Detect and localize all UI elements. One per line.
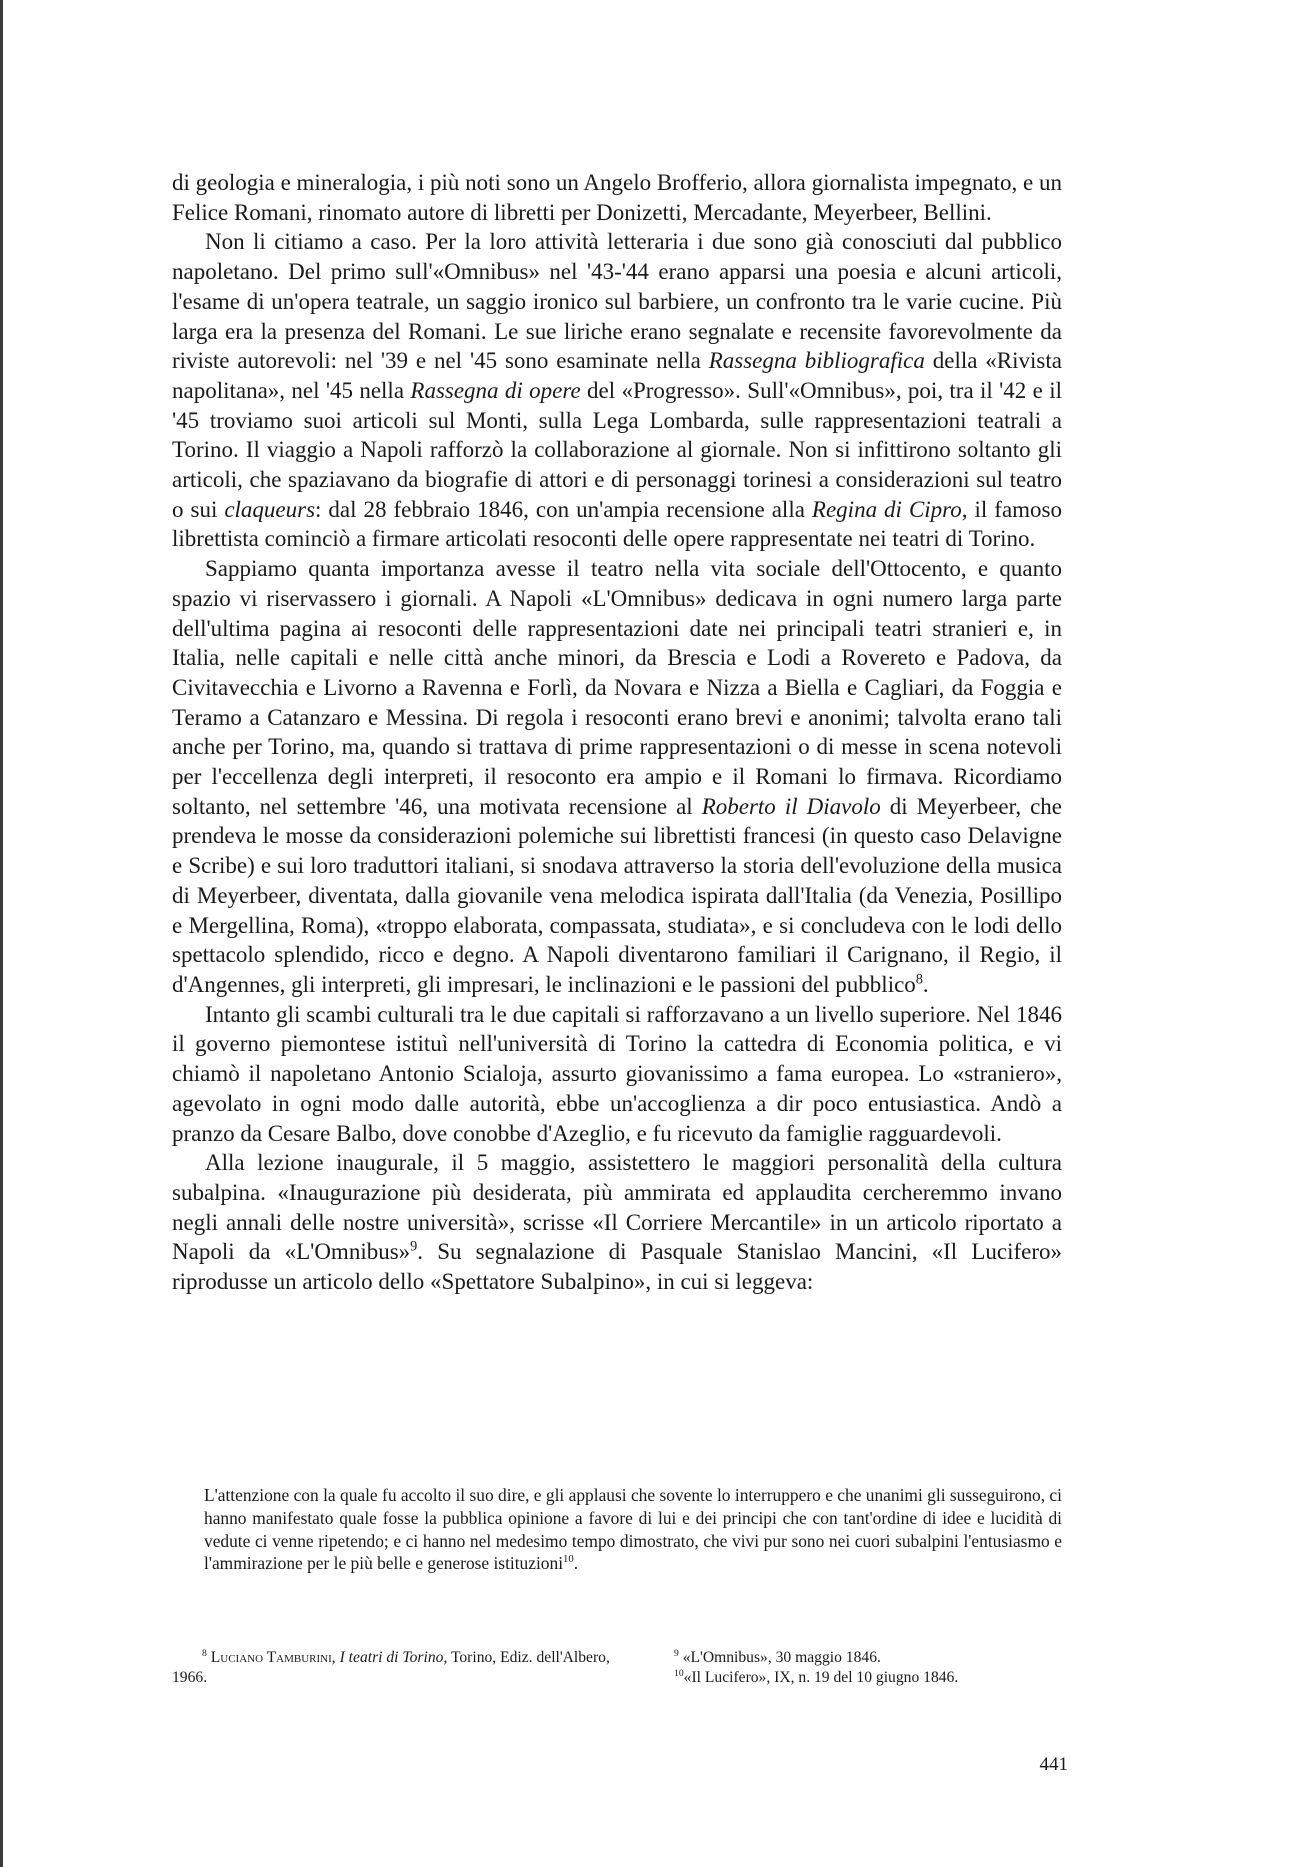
page-edge [0,0,3,1867]
block-quote [204,1484,1062,1575]
paragraph-2-text-c: del «Progresso». Sull'«Omnibus», poi, tra il '42 e il '45 troviamo suoi articoli sul Monti, sulla Lega Lombarda, sulle rappresentazioni teatrali a Torino. Il viaggio a Napoli rafforzò la collaborazione al giornale. Non si infittirono soltanto gli articoli, che spaziavano da biografie di attori e di personaggi torinesi a considerazioni sul teatro o sui [172,377,1062,522]
footnote-ref-9: 9 [410,1238,418,1255]
footnote-8-number: 8 [202,1647,207,1659]
paragraph-1 [172,168,1062,227]
footnote-10 [674,1668,1094,1688]
block-quote-text: L'attenzione con la quale fu accolto il suo dire, e gli applausi che sovente lo interruppero e che unanimi gli susseguirono, ci hanno manifestato quale fosse la pubblica opinione a favore di lui e dei principi che con tant'ordine di idee e lucidità di vedute ci venne ripetendo; e ci hanno nel medesimo tempo dimostrato, che vivi pur sono nei cuori subalpini l'entusiasmo e l'ammirazione per le più belle e generose istituzioni [204,1485,1062,1574]
footnote-9-text: «L'Omnibus», 30 maggio 1846. [678,1649,881,1666]
block-quote-end: . [573,1553,579,1574]
block-quote-paragraph [204,1484,1062,1575]
paragraph-4 [172,1000,1062,1149]
italic-title-rassegna-di-opere: Rassegna di opere [410,377,581,403]
footnote-ref-8: 8 [915,971,923,988]
footnote-8-separator: , [331,1649,340,1666]
paragraph-2 [172,227,1062,554]
footnote-8-rest: , Torino, Ediz. dell'Albero, 1966. [172,1649,610,1686]
paragraph-1-text: di geologia e mineralogia, i più noti sono un Angelo Brofferio, allora giornalista impegnato, e un Felice Romani, rinomato autore di libretti per Donizetti, Mercadante, Meyerbeer, Bellini. [172,170,1062,225]
footnotes-left-column [172,1648,622,1688]
paragraph-2-text-a: Non li citiamo a caso. Per la loro attività letteraria i due sono già conosciuti dal pubblico napoletano. Del primo sull'«Omnibus» nel '43-'44 erano apparsi una poesia e alcuni articoli, l'esame di un'opera teatrale, un saggio ironico sul barbiere, un confronto tra le varie cucine. Più larga era la presenza del Romani. Le sue liriche erano segnalate e recensite favorevolmente da riviste autorevoli: nel '39 e nel '45 sono esaminate nella [172,229,1062,374]
paragraph-3-text-b: di Meyerbeer, che prendeva le mosse da considerazioni polemiche sui librettisti francesi (in questo caso Delavigne e Scribe) e sui loro traduttori italiani, si snodava attraverso la storia dell'evoluzione della musica di Meyerbeer, diventata, dalla giovanile vena melodica ispirata dall'Italia (da Venezia, Posillipo e Mergellina, Roma), «troppo elaborata, compassata, studiata», e si concludeva con le lodi dello spettacolo splendido, ricco e degno. A Napoli diventarono familiari il Carignano, il Regio, il d'Angennes, gli interpreti, gli impresari, le inclinazioni e le passioni del pubblico [172,793,1062,997]
paragraph-5 [172,1148,1062,1297]
footnote-10-text: «Il Lucifero», IX, n. 19 del 10 giugno 1846. [683,1669,959,1686]
italic-claqueurs: claqueurs [224,496,316,522]
paragraph-3-end: . [922,971,929,997]
paragraph-5-text-a: Alla lezione inaugurale, il 5 maggio, assistettero le maggiori personalità della cultura subalpina. «Inaugurazione più desiderata, più ammirata ed applaudita cercheremmo invano negli annali delle nostre università», scrisse «Il Corriere Mercantile» in un articolo riportato a Napoli da «L'Omnibus» [172,1150,1062,1265]
paragraph-5-text-b: . Su segnalazione di Pasquale Stanislao Mancini, «Il Lucifero» riprodusse un articolo dello «Spettatore Subalpino», in cui si leggeva: [172,1239,1062,1295]
paragraph-2-text-d: : dal 28 febbraio 1846, con un'ampia recensione alla [315,496,812,522]
main-text [172,168,1062,1297]
page-number: 441 [1039,1754,1068,1775]
paragraph-4-text: Intanto gli scambi culturali tra le due capitali si rafforzavano a un livello superiore. Nel 1846 il governo piemontese istituì nell'università di Torino la cattedra di Economia politica, e vi chiamò il napoletano Antonio Scialoja, assurto giovanissimo a fama europea. Lo «straniero», agevolato in ogni modo dalle autorità, ebbe un'accoglienza a dir poco entusiastica. Andò a pranzo da Cesare Balbo, dove conobbe d'Azeglio, e fu ricevuto da famiglie ragguardevoli. [172,1001,1062,1146]
footnote-8 [172,1648,622,1688]
footnote-ref-10: 10 [563,1553,574,1566]
italic-title-roberto-il-diavolo: Roberto il Diavolo [701,793,881,819]
italic-title-rassegna-bibliografica: Rassegna bibliografica [708,348,925,374]
paragraph-2-text-b: della «Rivista napolitana», nel '45 nella [172,348,1062,403]
footnote-8-title: I teatri di Torino [339,1649,444,1666]
footnote-10-number: 10 [674,1667,684,1679]
footnote-8-author: Luciano Tamburini [210,1649,332,1666]
paragraph-3 [172,554,1062,1000]
footnote-9 [674,1648,1094,1668]
footnote-9-number: 9 [674,1647,679,1659]
paragraph-3-text-a: Sappiamo quanta importanza avesse il teatro nella vita sociale dell'Ottocento, e quanto spazio vi riservassero i giornali. A Napoli «L'Omnibus» dedicava in ogni numero larga parte dell'ultima pagina ai resoconti delle rappresentazioni date nei principali teatri stranieri e, in Italia, nelle capitali e nelle città anche minori, da Brescia e Lodi a Rovereto e Padova, da Civitavecchia e Livorno a Ravenna e Forlì, da Novara e Nizza a Biella e Cagliari, da Foggia e Teramo a Catanzaro e Messina. Di regola i resoconti erano brevi e anonimi; talvolta erano tali anche per Torino, ma, quando si trattava di prime rappresentazioni o di messe in scena notevoli per l'eccellenza degli interpreti, il resoconto era ampio e il Romani lo firmava. Ricordiamo soltanto, nel settembre '46, una motivata recensione al [172,556,1062,819]
paragraph-2-text-e: , il famoso librettista cominciò a firmare articolati resoconti delle opere rappresentate nei teatri di Torino. [172,496,1063,552]
footnotes-right-column [674,1648,1094,1688]
italic-title-regina-di-cipro: Regina di Cipro [811,496,962,522]
